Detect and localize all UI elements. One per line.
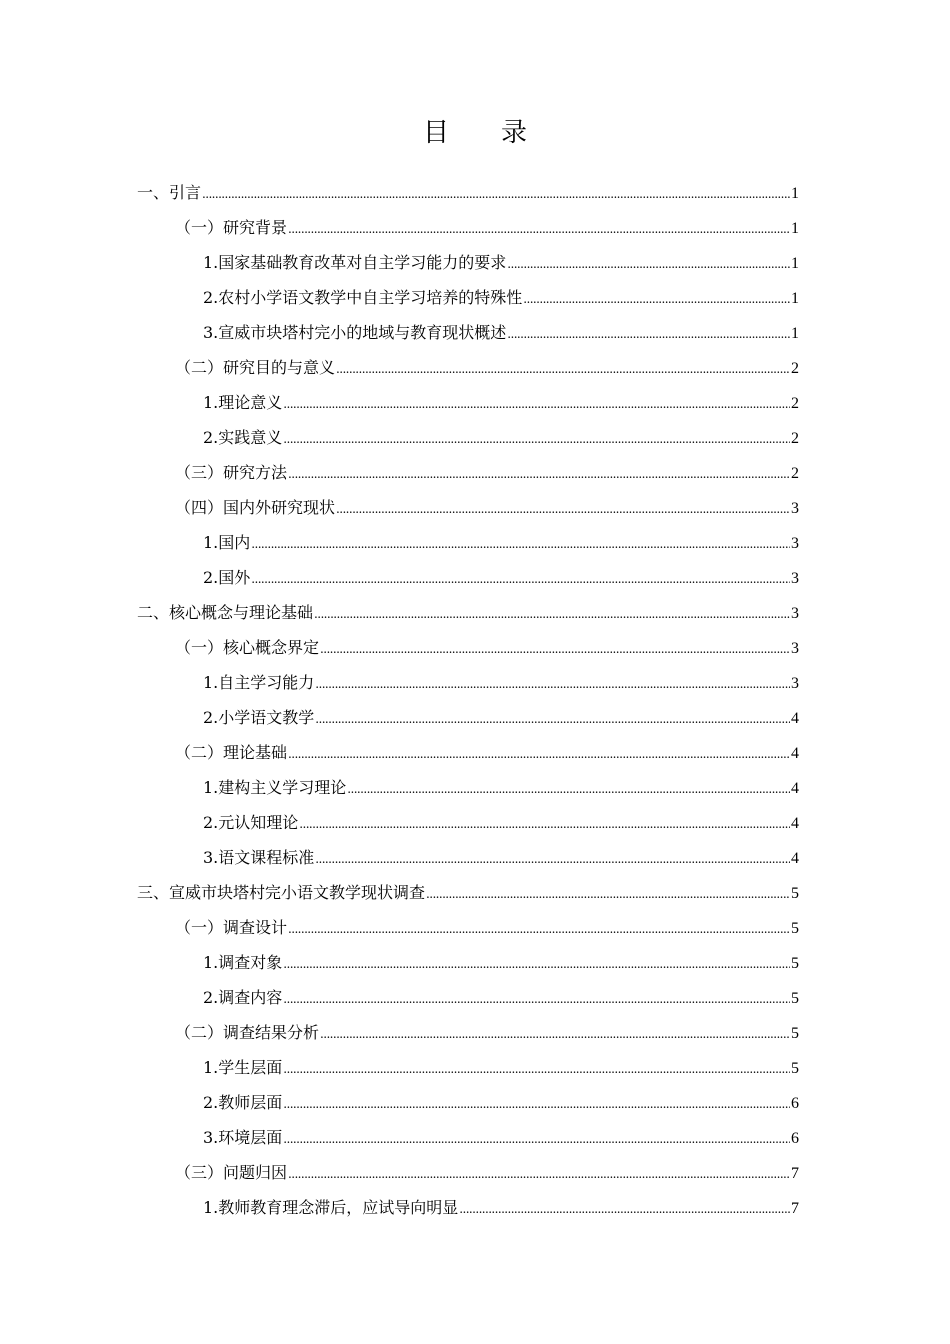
toc-entry-level-3[interactable] (137, 245, 799, 280)
toc-title (0, 113, 950, 153)
toc-entry-page-number: 5 (791, 1025, 799, 1042)
toc-entry-level-2[interactable] (137, 210, 799, 245)
toc-entry-level-2[interactable] (137, 455, 799, 490)
toc-dot-leader (288, 1155, 790, 1192)
toc-dot-leader (202, 175, 790, 212)
toc-dot-leader (283, 1120, 790, 1157)
toc-entry-level-3[interactable] (137, 945, 799, 980)
toc-dot-leader (283, 1085, 790, 1122)
toc-entry-level-2[interactable] (137, 490, 799, 525)
toc-entry-level-2[interactable] (137, 910, 799, 945)
toc-dot-leader (283, 1050, 790, 1087)
toc-entry-level-1[interactable] (137, 175, 799, 210)
toc-entry-page-number: 4 (791, 745, 799, 762)
toc-entry-level-2[interactable] (137, 1015, 799, 1050)
toc-entry-page-number: 7 (791, 1200, 799, 1217)
toc-entry-level-2[interactable] (137, 1155, 799, 1190)
toc-dot-leader (336, 490, 790, 527)
toc-entry-label: （三）问题归因 (175, 1163, 288, 1182)
toc-entry-label: （二）理论基础 (175, 743, 288, 762)
toc-entry-level-3[interactable] (137, 420, 799, 455)
toc-entry-level-3[interactable] (137, 1190, 799, 1225)
toc-entry-label: 2.元认知理论 (203, 813, 299, 832)
toc-entry-page-number: 1 (791, 255, 799, 272)
toc-dot-leader (283, 980, 790, 1017)
toc-dot-leader (288, 210, 790, 247)
toc-entry-page-number: 4 (791, 710, 799, 727)
toc-entry-label: （一）调查设计 (175, 918, 288, 937)
toc-entry-label: 2.小学语文教学 (203, 708, 315, 727)
toc-entry-level-2[interactable] (137, 350, 799, 385)
toc-entry-page-number: 5 (791, 920, 799, 937)
toc-entry-label: 1.国内 (203, 533, 251, 552)
toc-entry-page-number: 5 (791, 885, 799, 902)
toc-entry-level-1[interactable] (137, 595, 799, 630)
toc-entry-label: 3.宣威市块塔村完小的地域与教育现状概述 (203, 323, 507, 342)
toc-entry-label: 3.语文课程标准 (203, 848, 315, 867)
toc-entry-label: （三）研究方法 (175, 463, 288, 482)
toc-entry-level-3[interactable] (137, 1085, 799, 1120)
toc-entry-label: 1.建构主义学习理论 (203, 778, 347, 797)
toc-entry-label: （一）核心概念界定 (175, 638, 320, 657)
toc-entry-page-number: 1 (791, 220, 799, 237)
toc-title-char-1: 目 (422, 118, 449, 148)
toc-title-char-2: 录 (501, 118, 528, 148)
toc-entry-label: （四）国内外研究现状 (175, 498, 336, 517)
toc-dot-leader (347, 770, 790, 807)
toc-dot-leader (251, 525, 790, 562)
toc-entry-page-number: 5 (791, 1060, 799, 1077)
toc-entry-page-number: 2 (791, 360, 799, 377)
toc-entry-page-number: 4 (791, 815, 799, 832)
toc-entry-label: 三、宣威市块塔村完小语文教学现状调查 (137, 883, 426, 902)
toc-entry-level-2[interactable] (137, 735, 799, 770)
toc-entry-page-number: 3 (791, 570, 799, 587)
toc-entry-page-number: 3 (791, 500, 799, 517)
toc-entry-page-number: 3 (791, 640, 799, 657)
toc-dot-leader (320, 630, 790, 667)
toc-entry-label: 1.教师教育理念滞后，应试导向明显 (203, 1198, 459, 1217)
toc-entry-page-number: 7 (791, 1165, 799, 1182)
toc-entry-label: 2.实践意义 (203, 428, 283, 447)
toc-entry-level-3[interactable] (137, 700, 799, 735)
toc-entry-level-3[interactable] (137, 840, 799, 875)
toc-entry-label: 1.自主学习能力 (203, 673, 315, 692)
toc-entry-page-number: 2 (791, 465, 799, 482)
toc-dot-leader (288, 455, 790, 492)
toc-entry-label: 3.环境层面 (203, 1128, 283, 1147)
toc-entry-page-number: 4 (791, 780, 799, 797)
toc-entry-level-3[interactable] (137, 1050, 799, 1085)
toc-entry-page-number: 1 (791, 185, 799, 202)
toc-entry-label: 2.农村小学语文教学中自主学习培养的特殊性 (203, 288, 523, 307)
toc-dot-leader (288, 735, 790, 772)
toc-entry-page-number: 3 (791, 675, 799, 692)
toc-entry-level-3[interactable] (137, 315, 799, 350)
toc-dot-leader (507, 245, 790, 282)
toc-entry-page-number: 4 (791, 850, 799, 867)
toc-entry-page-number: 3 (791, 605, 799, 622)
toc-dot-leader (283, 420, 790, 457)
toc-entry-level-3[interactable] (137, 770, 799, 805)
toc-entry-label: 1.理论意义 (203, 393, 283, 412)
toc-entry-level-3[interactable] (137, 560, 799, 595)
toc-entry-page-number: 1 (791, 325, 799, 342)
toc-entry-page-number: 6 (791, 1130, 799, 1147)
toc-dot-leader (320, 1015, 790, 1052)
toc-entry-page-number: 2 (791, 395, 799, 412)
toc-entry-page-number: 3 (791, 535, 799, 552)
toc-entry-level-3[interactable] (137, 280, 799, 315)
toc-entry-level-3[interactable] (137, 805, 799, 840)
toc-entry-level-3[interactable] (137, 665, 799, 700)
toc-dot-leader (251, 560, 790, 597)
toc-dot-leader (288, 910, 790, 947)
toc-dot-leader (314, 595, 790, 632)
toc-entry-page-number: 2 (791, 430, 799, 447)
toc-entry-level-1[interactable] (137, 875, 799, 910)
toc-entry-level-3[interactable] (137, 980, 799, 1015)
toc-entry-label: 一、引言 (137, 183, 202, 202)
toc-entry-page-number: 5 (791, 990, 799, 1007)
toc-entry-label: 1.调查对象 (203, 953, 283, 972)
toc-dot-leader (315, 840, 790, 877)
toc-entry-level-3[interactable] (137, 1120, 799, 1155)
toc-entry-label: 1.国家基础教育改革对自主学习能力的要求 (203, 253, 507, 272)
toc-dot-leader (283, 945, 790, 982)
toc-dot-leader (315, 700, 790, 737)
toc-entry-level-3[interactable] (137, 525, 799, 560)
toc-dot-leader (523, 280, 790, 317)
toc-entry-page-number: 5 (791, 955, 799, 972)
toc-dot-leader (283, 385, 790, 422)
toc-dot-leader (459, 1190, 790, 1227)
toc-dot-leader (315, 665, 790, 702)
toc-dot-leader (336, 350, 790, 387)
toc-dot-leader (507, 315, 790, 352)
toc-entry-label: （二）调查结果分析 (175, 1023, 320, 1042)
toc-entry-label: 2.调查内容 (203, 988, 283, 1007)
toc-dot-leader (299, 805, 790, 842)
toc-entry-label: 2.教师层面 (203, 1093, 283, 1112)
toc-entry-level-3[interactable] (137, 385, 799, 420)
toc-dot-leader (426, 875, 790, 912)
toc-entry-label: 2.国外 (203, 568, 251, 587)
toc-entry-label: 1.学生层面 (203, 1058, 283, 1077)
toc-entry-label: （一）研究背景 (175, 218, 288, 237)
toc-list (137, 175, 799, 1225)
toc-entry-page-number: 6 (791, 1095, 799, 1112)
toc-entry-label: 二、核心概念与理论基础 (137, 603, 314, 622)
toc-entry-level-2[interactable] (137, 630, 799, 665)
toc-entry-label: （二）研究目的与意义 (175, 358, 336, 377)
toc-entry-page-number: 1 (791, 290, 799, 307)
